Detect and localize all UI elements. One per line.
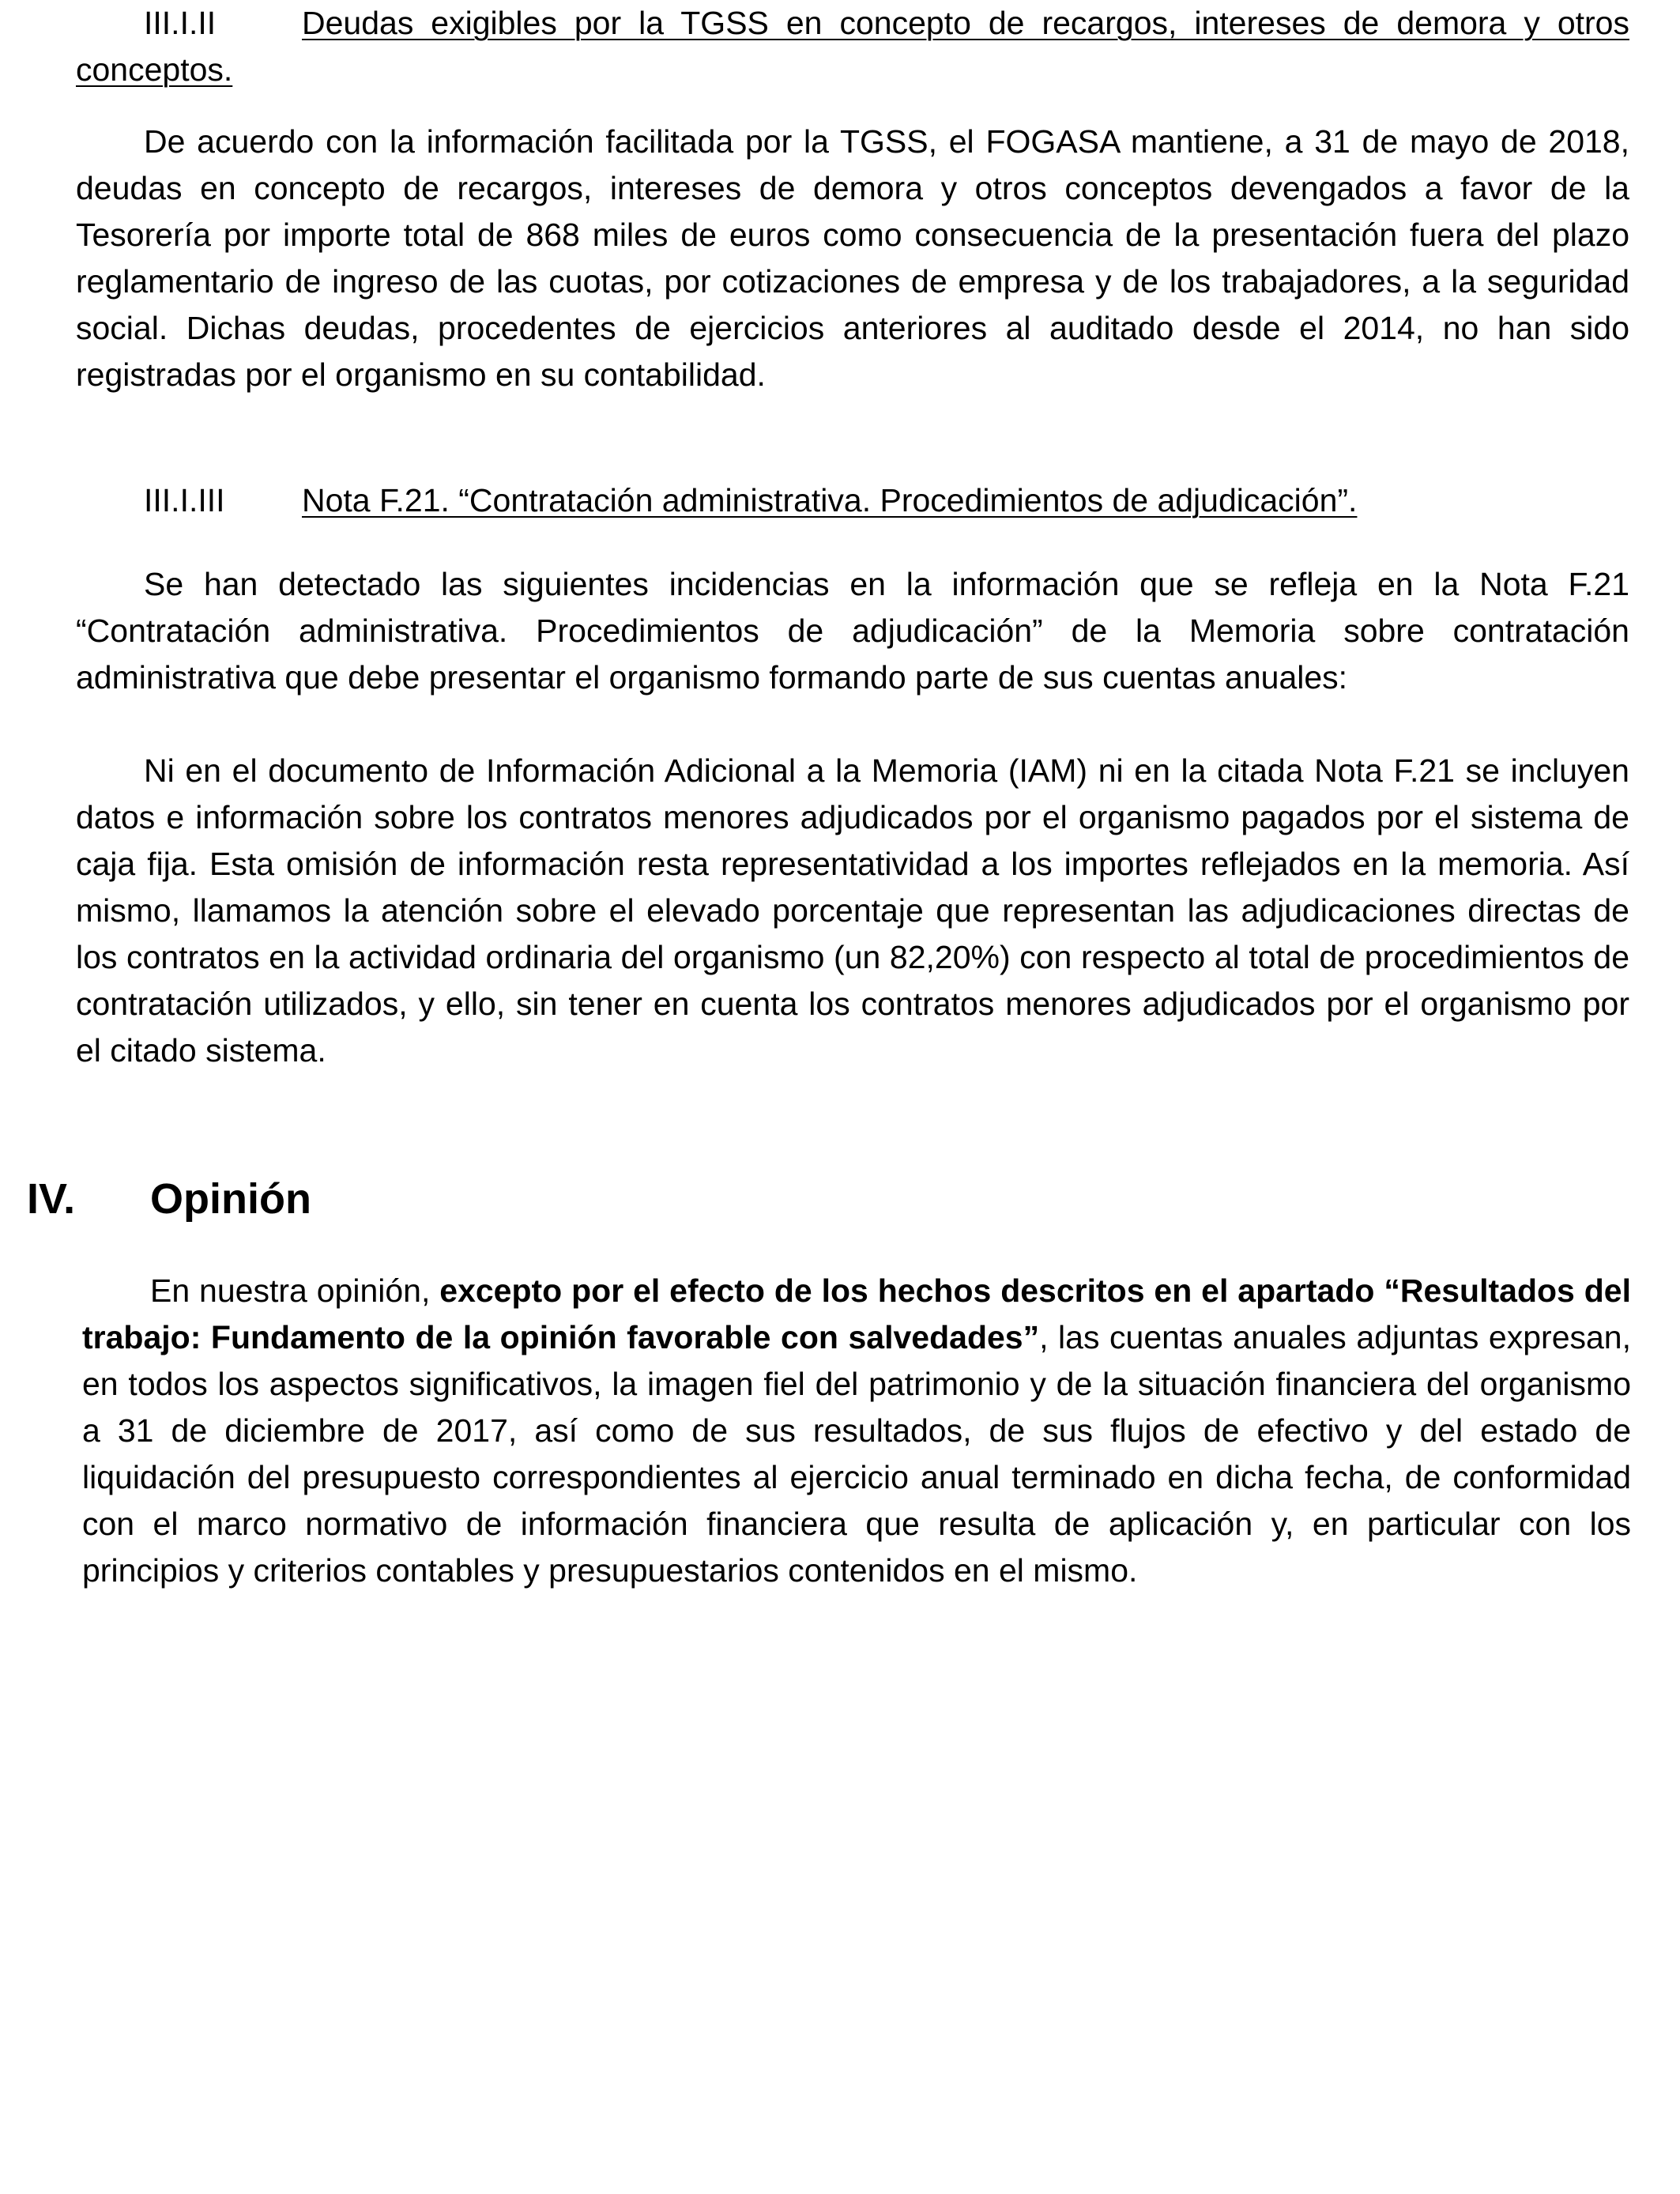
subsection-heading-deudas-tgss [76,0,1629,93]
paragraph-deudas: De acuerdo con la información facilitada por la TGSS, el FOGASA mantiene, a 31 de mayo de 2018, deudas en concepto de recargos, intereses de demora y otros conceptos devengados a favor de la Tesorería por importe total de 868 miles de euros como consecuencia de la presentación fuera del plazo reglamentario de ingreso de las cuotas, por cotizaciones de empresa y de los trabajadores, a la seguridad social. Dichas deudas, procedentes de ejercicios anteriores al auditado desde el 2014, no han sido registradas por el organismo en su contabilidad. [76,123,1629,393]
opinion-bold-exception: excepto por el efecto de los hechos descritos en el apartado “Resultados del trabajo: Fundamento de la opinión favorable con salvedades” [82,1272,1631,1355]
subsection-heading-nota-f21 [144,477,1645,524]
subsection-title: Deudas exigibles por la TGSS en concepto de recargos, intereses de demora y otros conceptos. [76,5,1629,88]
paragraph-contratos-menores: Ni en el documento de Información Adicional a la Memoria (IAM) ni en la citada Nota F.21 se incluyen datos e información sobre los contratos menores adjudicados por el organismo pagados por el sistema de caja fija. Esta omisión de información resta representatividad a los importes reflejados en la memoria. Así mismo, llamamos la atención sobre el elevado porcentaje que representan las adjudicaciones directas de los contratos en la actividad ordinaria del organismo (un 82,20%) con respecto al total de procedimientos de contratación utilizados, y ello, sin tener en cuenta los contratos menores adjudicados por el organismo por el citado sistema. [76,752,1629,1069]
section-title: Opinión [150,1175,311,1223]
section-heading-opinion [27,1174,311,1224]
subsection-title: Nota F.21. “Contratación administrativa. Procedimientos de adjudicación”. [302,482,1358,518]
paragraph-opinion [82,1268,1631,1594]
subsection-number: III.I.II [144,5,217,41]
opinion-rest: , las cuentas anuales adjuntas expresan, en todos los aspectos significativos, la imagen fiel del patrimonio y de la situación financiera del organismo a 31 de diciembre de 2017, así como de sus resultados, de sus flujos de efectivo y del estado de liquidación del presupuesto correspondientes al ejercicio anual terminado en dicha fecha, de conformidad con el marco normativo de información financiera que resulta de aplicación y, en particular con los principios y criterios contables y presupuestarios contenidos en el mismo. [82,1319,1631,1589]
subsection-number: III.I.III [144,482,225,518]
opinion-lead: En nuestra opinión, [150,1272,440,1309]
paragraph-incidencias: Se han detectado las siguientes incidencias en la información que se refleja en la Nota F.21 “Contratación administrativa. Procedimientos de adjudicación” de la Memoria sobre contratación administrativa que debe presentar el organismo formando parte de sus cuentas anuales: [76,566,1629,696]
section-number: IV. [27,1175,76,1223]
